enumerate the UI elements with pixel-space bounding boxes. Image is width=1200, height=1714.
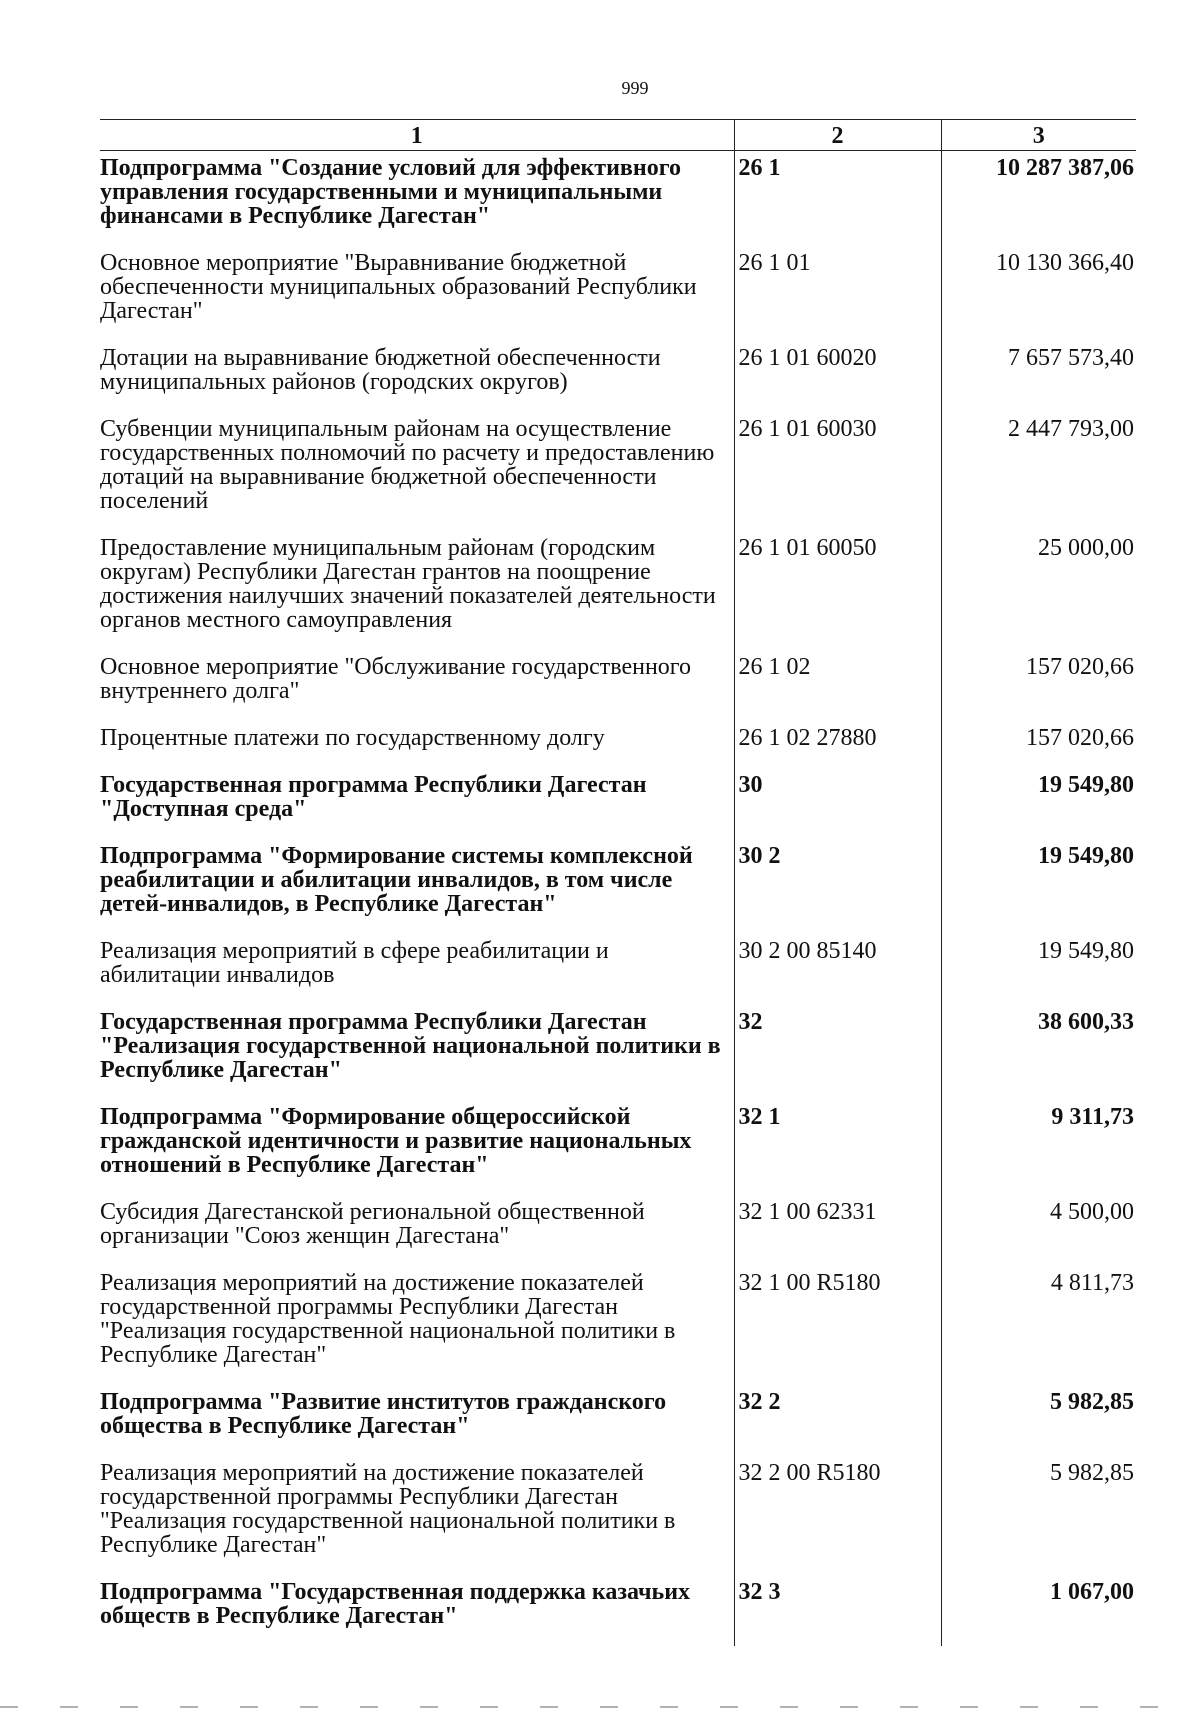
row-code-cell: 32 1	[734, 1100, 941, 1195]
row-amount-cell: 2 447 793,00	[941, 412, 1136, 531]
row-name-cell: Реализация мероприятий на достижение показателей государственной программы Республики Дагестан "Реализация государственной национальной политики в Республике Дагестан"	[100, 1270, 676, 1368]
row-code-cell: 26 1 01 60020	[734, 341, 941, 412]
row-amount-cell: 1 067,00	[941, 1575, 1136, 1646]
row-name-cell: Реализация мероприятий в сфере реабилитации и абилитации инвалидов	[100, 938, 609, 988]
column-header-code: 2	[734, 120, 941, 151]
row-code-cell: 26 1 02 27880	[734, 721, 941, 768]
row-name-cell: Государственная программа Республики Дагестан "Реализация государственной национальной политики в Республике Дагестан"	[100, 1009, 721, 1083]
row-amount-cell: 157 020,66	[941, 650, 1136, 721]
row-code-cell: 30 2 00 85140	[734, 934, 941, 1005]
row-amount-cell: 5 982,85	[941, 1385, 1136, 1456]
table-row	[100, 839, 1136, 934]
row-amount-cell: 4 500,00	[941, 1195, 1136, 1266]
row-name-cell: Подпрограмма "Формирование общероссийской гражданской идентичности и развитие национальных отношений в Республике Дагестан"	[100, 1104, 692, 1178]
row-amount-cell: 157 020,66	[941, 721, 1136, 768]
table-row	[100, 721, 1136, 768]
table-row	[100, 246, 1136, 341]
page-number: 999	[621, 78, 649, 98]
row-code-cell: 32 3	[734, 1575, 941, 1646]
table-row	[100, 531, 1136, 650]
row-name-cell: Предоставление муниципальным районам (городским округам) Республики Дагестан грантов на поощрение достижения наилучших значений показателей деятельности органов местного самоуправления	[100, 535, 716, 633]
row-name-cell: Основное мероприятие "Выравнивание бюджетной обеспеченности муниципальных образований Республики Дагестан"	[100, 250, 697, 324]
table-row	[100, 1005, 1136, 1100]
row-amount-cell: 10 287 387,06	[941, 151, 1136, 247]
row-name-cell: Основное мероприятие "Обслуживание государственного внутреннего долга"	[100, 654, 692, 704]
row-name-cell: Подпрограмма "Формирование системы комплексной реабилитации и абилитации инвалидов, в том числе детей-инвалидов, в Республике Дагестан"	[100, 843, 693, 917]
table-row	[100, 151, 1136, 247]
scan-edge-artifact	[0, 1706, 1200, 1708]
row-name-cell: Подпрограмма "Создание условий для эффективного управления государственными и муниципальными финансами в Республике Дагестан"	[100, 155, 682, 229]
row-amount-cell: 25 000,00	[941, 531, 1136, 650]
row-amount-cell: 19 549,80	[941, 934, 1136, 1005]
row-code-cell: 32 2	[734, 1385, 941, 1456]
row-amount-cell: 19 549,80	[941, 839, 1136, 934]
row-amount-cell: 4 811,73	[941, 1266, 1136, 1385]
row-amount-cell: 7 657 573,40	[941, 341, 1136, 412]
row-name-cell: Процентные платежи по государственному долгу	[100, 725, 605, 751]
table-row	[100, 341, 1136, 412]
table-row	[100, 1266, 1136, 1385]
row-amount-cell: 9 311,73	[941, 1100, 1136, 1195]
row-name-cell: Реализация мероприятий на достижение показателей государственной программы Республики Дагестан "Реализация государственной национальной политики в Республике Дагестан"	[100, 1460, 676, 1558]
table-row	[100, 412, 1136, 531]
row-code-cell: 32	[734, 1005, 941, 1100]
row-amount-cell: 19 549,80	[941, 768, 1136, 839]
column-header-name: 1	[100, 120, 734, 151]
table-header-row	[100, 120, 1136, 151]
column-header-amount: 3	[941, 120, 1136, 151]
row-code-cell: 26 1 01 60050	[734, 531, 941, 650]
row-code-cell: 30	[734, 768, 941, 839]
row-code-cell: 26 1	[734, 151, 941, 247]
table-row	[100, 768, 1136, 839]
row-code-cell: 32 2 00 R5180	[734, 1456, 941, 1575]
row-code-cell: 26 1 02	[734, 650, 941, 721]
row-name-cell: Подпрограмма "Развитие институтов гражданского общества в Республике Дагестан"	[100, 1389, 667, 1439]
row-amount-cell: 38 600,33	[941, 1005, 1136, 1100]
table-row	[100, 1100, 1136, 1195]
table-row	[100, 1575, 1136, 1646]
table-row	[100, 1195, 1136, 1266]
row-code-cell: 26 1 01 60030	[734, 412, 941, 531]
table-row	[100, 1456, 1136, 1575]
row-code-cell: 32 1 00 R5180	[734, 1266, 941, 1385]
budget-table	[100, 119, 1136, 1646]
row-amount-cell: 10 130 366,40	[941, 246, 1136, 341]
row-name-cell: Дотации на выравнивание бюджетной обеспеченности муниципальных районов (городских округов)	[100, 345, 661, 395]
row-code-cell: 30 2	[734, 839, 941, 934]
table-row	[100, 934, 1136, 1005]
row-name-cell: Подпрограмма "Государственная поддержка казачьих обществ в Республике Дагестан"	[100, 1579, 691, 1629]
row-code-cell: 26 1 01	[734, 246, 941, 341]
table-body	[100, 151, 1136, 1647]
row-name-cell: Государственная программа Республики Дагестан "Доступная среда"	[100, 772, 647, 822]
table-row	[100, 1385, 1136, 1456]
row-name-cell: Субсидия Дагестанской региональной общественной организации "Союз женщин Дагестана"	[100, 1199, 645, 1249]
row-amount-cell: 5 982,85	[941, 1456, 1136, 1575]
row-code-cell: 32 1 00 62331	[734, 1195, 941, 1266]
row-name-cell: Субвенции муниципальным районам на осуществление государственных полномочий по расчету и предоставлению дотаций на выравнивание бюджетной обеспеченности поселений	[100, 416, 715, 514]
table-row	[100, 650, 1136, 721]
